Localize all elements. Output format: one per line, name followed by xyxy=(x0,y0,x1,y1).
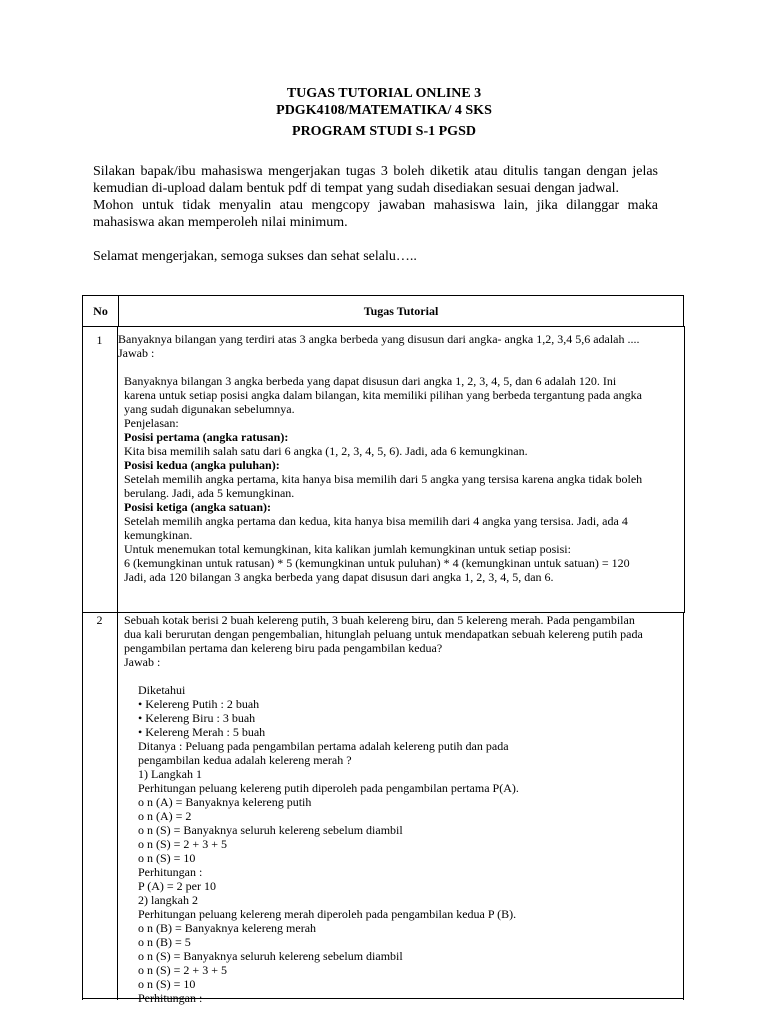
task-table xyxy=(82,295,685,1005)
row1-left-border xyxy=(82,326,83,613)
answer-line: Setelah memilih angka pertama dan kedua, kita hanya bisa memilih dari 4 angka yang tersisa. Jadi, ada 4 xyxy=(124,514,628,528)
answer-heading: Posisi ketiga (angka satuan): xyxy=(124,500,272,514)
answer-line: Perhitungan : xyxy=(138,991,203,1005)
question-line: dua kali berurutan dengan pengembalian, hitunglah peluang untuk mendapatkan sebuah kelereng putih pada xyxy=(124,627,643,641)
row2-right-border xyxy=(683,612,684,1000)
instruction-paragraph-1: Silakan bapak/ibu mahasiswa mengerjakan tugas 3 boleh diketik atau ditulis tangan dengan jelas kemudian di-upload dalam bentuk pdf di tempat yang sudah disediakan sesuai dengan jadwal. xyxy=(93,164,658,196)
answer-line: Penjelasan: xyxy=(124,416,179,430)
answer-line: P (A) = 2 per 10 xyxy=(138,879,216,893)
answer-line: Jadi, ada 120 bilangan 3 angka berbeda yang dapat disusun dari angka 1, 2, 3, 4, 5, dan 6. xyxy=(124,570,554,584)
answer-line: kemungkinan. xyxy=(124,528,193,542)
answer-line: Untuk menemukan total kemungkinan, kita kalikan jumlah kemungkinan untuk setiap posisi: xyxy=(124,542,571,556)
answer-line: 1) Langkah 1 xyxy=(138,767,202,781)
question-line: pengambilan pertama dan kelereng biru pada pengambilan kedua? xyxy=(124,641,443,655)
answer-line: • Kelereng Merah : 5 buah xyxy=(138,725,266,739)
row2-question xyxy=(124,613,643,669)
instruction-paragraph-2: Mohon untuk tidak menyalin atau mengcopy jawaban mahasiswa lain, jika dilanggar maka mahasiswa akan memperoleh nilai minimum. xyxy=(93,198,658,230)
header-task: Tugas Tutorial xyxy=(363,304,439,318)
row1-question xyxy=(118,332,684,360)
answer-line: pengambilan kedua adalah kelereng merah ? xyxy=(138,753,352,767)
answer-line: Perhitungan : xyxy=(138,865,203,879)
answer-line: 2) langkah 2 xyxy=(138,893,198,907)
answer-line: o n (S) = 10 xyxy=(138,851,196,865)
answer-line: 6 (kemungkinan untuk ratusan) * 5 (kemungkinan untuk puluhan) * 4 (kemungkinan untuk satuan) = 120 xyxy=(124,556,630,570)
answer-line: • Kelereng Biru : 3 buah xyxy=(138,711,256,725)
answer-line: Banyaknya bilangan 3 angka berbeda yang dapat disusun dari angka 1, 2, 3, 4, 5, dan 6 adalah 120. Ini xyxy=(124,374,617,388)
answer-line: o n (B) = 5 xyxy=(138,935,191,949)
title-line-3: PROGRAM STUDI S-1 PGSD xyxy=(292,124,476,139)
answer-line: o n (S) = 10 xyxy=(138,977,196,991)
title-line-1: TUGAS TUTORIAL ONLINE 3 xyxy=(286,86,482,101)
row1-jawab-label: Jawab : xyxy=(118,346,155,360)
row2-col-divider xyxy=(117,612,118,1000)
answer-heading: Posisi pertama (angka ratusan): xyxy=(124,430,289,444)
row1-col-divider xyxy=(117,326,118,613)
answer-line: Ditanya : Peluang pada pengambilan pertama adalah kelereng putih dan pada xyxy=(138,739,509,753)
row2-answer xyxy=(138,683,519,1005)
answer-line: o n (S) = 2 + 3 + 5 xyxy=(138,963,227,977)
document-header xyxy=(0,85,768,140)
row1-number: 1 xyxy=(96,333,103,347)
answer-line: berulang. Jadi, ada 5 kemungkinan. xyxy=(124,486,295,500)
row2-left-border xyxy=(82,612,83,1000)
answer-line: • Kelereng Putih : 2 buah xyxy=(138,697,260,711)
row2-jawab-label: Jawab : xyxy=(124,655,161,669)
answer-line: o n (S) = Banyaknya seluruh kelereng sebelum diambil xyxy=(138,823,403,837)
question-line: Sebuah kotak berisi 2 buah kelereng putih, 3 buah kelereng biru, dan 5 kelereng merah. Pada pengambilan xyxy=(124,613,635,627)
answer-line: Setelah memilih angka pertama, kita hanya bisa memilih dari 5 angka yang tersisa karena angka tidak boleh xyxy=(124,472,643,486)
row1-question-text: Banyaknya bilangan yang terdiri atas 3 angka berbeda yang disusun dari angka- angka 1,2, 3,4 5,6 adalah .... xyxy=(118,332,640,346)
answer-line: Kita bisa memilih salah satu dari 6 angka (1, 2, 3, 4, 5, 6). Jadi, ada 6 kemungkinan. xyxy=(124,444,528,458)
closing-greeting: Selamat mengerjakan, semoga sukses dan sehat selalu….. xyxy=(93,249,417,264)
table-header-row xyxy=(82,295,684,327)
title-line-2: PDGK4108/MATEMATIKA/ 4 SKS xyxy=(276,103,492,118)
answer-line: o n (S) = 2 + 3 + 5 xyxy=(138,837,227,851)
row1-answer xyxy=(124,374,642,584)
answer-line: Perhitungan peluang kelereng putih diperoleh pada pengambilan pertama P(A). xyxy=(138,781,519,795)
answer-line: Perhitungan peluang kelereng merah diperoleh pada pengambilan kedua P (B). xyxy=(138,907,517,921)
instructions xyxy=(93,163,658,265)
answer-line: o n (A) = 2 xyxy=(138,809,192,823)
answer-heading: Posisi kedua (angka puluhan): xyxy=(124,458,280,472)
header-no: No xyxy=(83,296,119,326)
row2-number: 2 xyxy=(96,613,103,627)
answer-line: Diketahui xyxy=(138,683,186,697)
answer-line: yang sudah digunakan sebelumnya. xyxy=(124,402,295,416)
answer-line: o n (B) = Banyaknya kelereng merah xyxy=(138,921,317,935)
answer-line: karena untuk setiap posisi angka dalam bilangan, kita memiliki pilihan yang berbeda tergantung pada angka xyxy=(124,388,642,402)
row1-right-border xyxy=(684,326,685,613)
answer-line: o n (A) = Banyaknya kelereng putih xyxy=(138,795,312,809)
answer-line: o n (S) = Banyaknya seluruh kelereng sebelum diambil xyxy=(138,949,403,963)
